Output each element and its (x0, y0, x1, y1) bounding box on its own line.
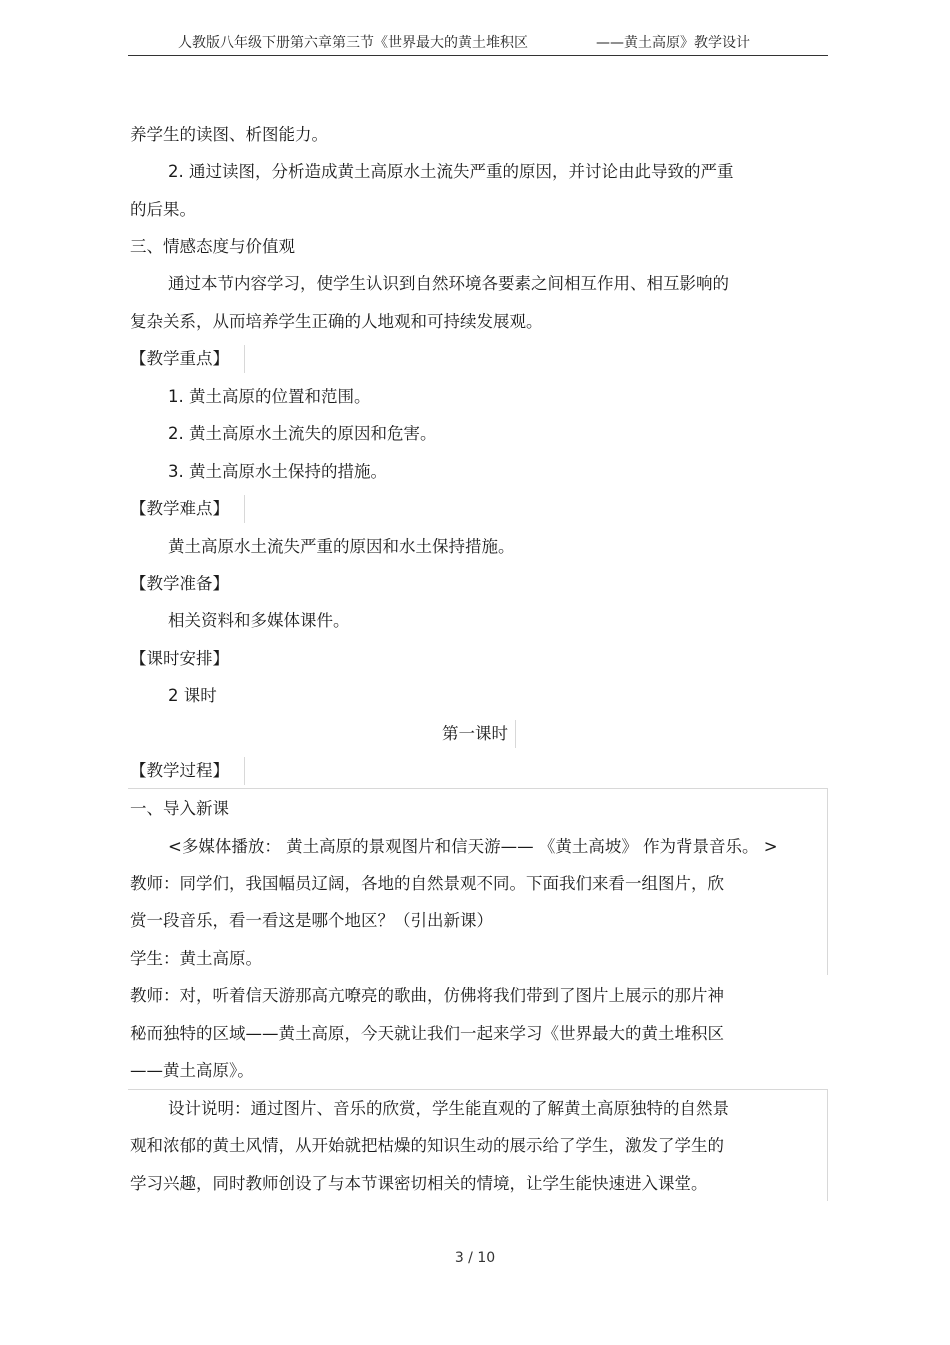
page-number: 3 / 10 (454, 1250, 496, 1266)
heading-divider (244, 757, 245, 785)
paragraph: 复杂关系，从而培养学生正确的人地观和可持续发展观。 (130, 312, 543, 331)
dialogue-line: 学生：黄土高原。 (130, 949, 262, 968)
dialogue-line: ——黄土高原》。 (130, 1061, 254, 1080)
header-title-right: ——黄土高原》教学设计 (596, 35, 750, 51)
prep-heading: 【教学准备】 (130, 574, 229, 593)
paragraph: 通过本节内容学习，使学生认识到自然环境各要素之间相互作用、相互影响的 (168, 274, 729, 293)
section-heading: 三、情感态度与价值观 (130, 237, 295, 256)
list-item: 3. 黄土高原水土保持的措施。 (168, 462, 387, 481)
design-box-right (827, 1089, 828, 1201)
list-item: 2. 黄土高原水土流失的原因和危害。 (168, 424, 437, 443)
paragraph: 2 课时 (168, 686, 217, 705)
design-note: 设计说明：通过图片、音乐的欣赏，学生能直观的了解黄土高原独特的自然景 (168, 1099, 729, 1118)
design-note: 观和浓郁的黄土风情，从开始就把枯燥的知识生动的展示给了学生，激发了学生的 (130, 1136, 724, 1155)
title-divider (515, 720, 516, 748)
difficulty-heading: 【教学难点】 (130, 499, 229, 518)
lesson-title: 第一课时 (442, 724, 508, 743)
header-title-left: 人教版八年级下册第六章第三节《世界最大的黄土堆积区 (178, 35, 528, 51)
page-header (128, 33, 828, 56)
dialogue-line: 教师：同学们，我国幅员辽阔，各地的自然景观不同。下面我们来看一组图片，欣 (130, 874, 724, 893)
media-note: <多媒体播放： 黄土高原的景观图片和信天游—— 《黄土高坡》 作为背景音乐。 > (168, 837, 778, 856)
design-box-top (128, 1089, 828, 1090)
key-points-heading: 【教学重点】 (130, 349, 229, 368)
list-item: 1. 黄土高原的位置和范围。 (168, 387, 371, 406)
section-heading: 一、导入新课 (130, 799, 229, 818)
heading-divider (244, 495, 245, 523)
paragraph: 相关资料和多媒体课件。 (168, 611, 350, 630)
table-top-border (128, 788, 828, 789)
paragraph: 养学生的读图、析图能力。 (130, 125, 328, 144)
table-right-border (827, 788, 828, 975)
dialogue-line: 秘而独特的区域——黄土高原，今天就让我们一起来学习《世界最大的黄土堆积区 (130, 1024, 724, 1043)
heading-divider (244, 345, 245, 373)
dialogue-line: 赏一段音乐，看一看这是哪个地区？（引出新课） (130, 911, 493, 930)
schedule-heading: 【课时安排】 (130, 649, 229, 668)
paragraph: 的后果。 (130, 200, 196, 219)
dialogue-line: 教师：对，听着信天游那高亢嘹亮的歌曲，仿佛将我们带到了图片上展示的那片神 (130, 986, 724, 1005)
design-note: 学习兴趣，同时教师创设了与本节课密切相关的情境，让学生能快速进入课堂。 (130, 1174, 708, 1193)
paragraph: 黄土高原水土流失严重的原因和水土保持措施。 (168, 537, 515, 556)
paragraph: 2. 通过读图，分析造成黄土高原水土流失严重的原因，并讨论由此导致的严重 (168, 162, 734, 181)
process-heading: 【教学过程】 (130, 761, 229, 780)
